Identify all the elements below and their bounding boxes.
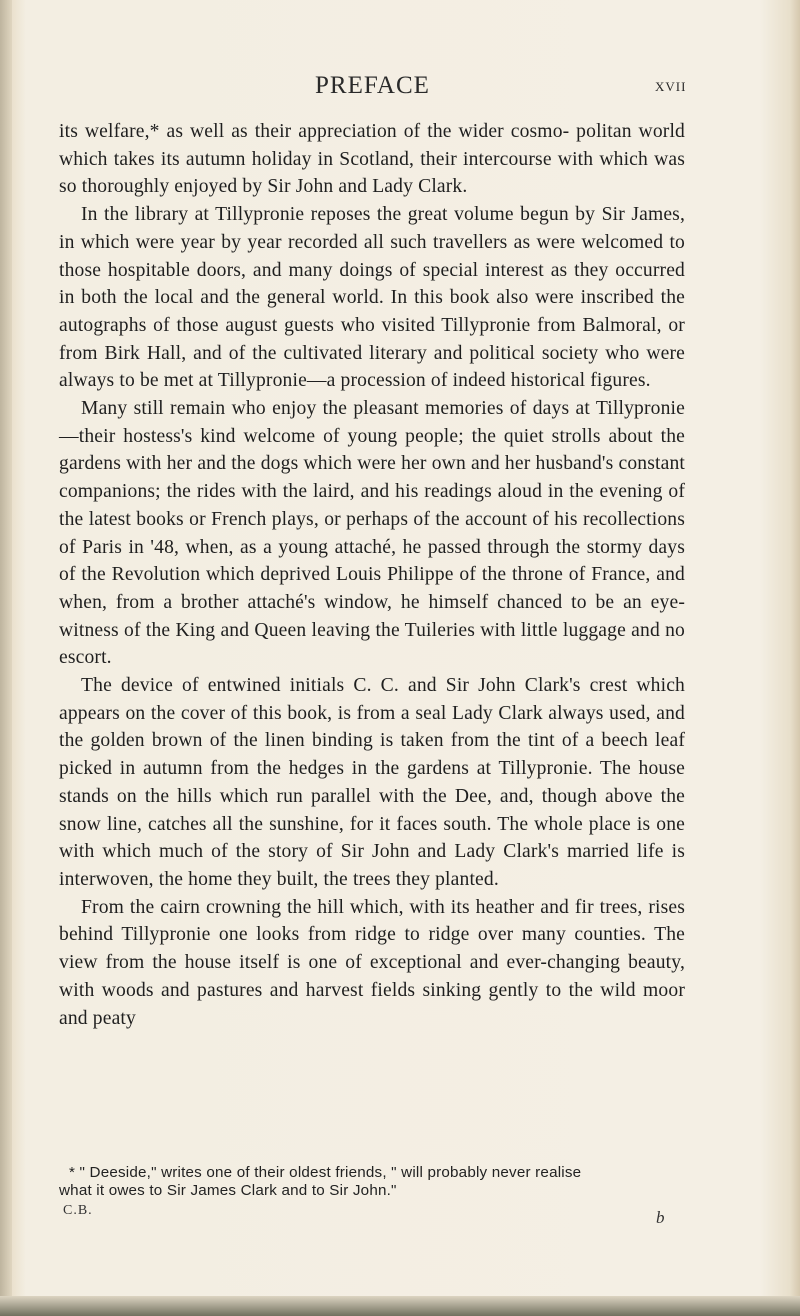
paragraph: From the cairn crowning the hill which, with its heather and fir trees, rises behind Tillypronie one looks from ridge to ridge over many counties. The view from the house itself is one of exceptional and ever-changing beauty, with woods and pastures and harvest fields sinking gently to the wild moor and peaty	[59, 896, 685, 1029]
page-bottom-band	[0, 1296, 800, 1316]
paragraph: In the library at Tillypronie reposes the great volume begun by Sir James, in which were year by year recorded all such travellers as were welcomed to those hospitable doors, and many doings of special interest as they occurred in both the local and the general world. In this book also were inscribed the autographs of those august guests who visited Tillypronie from Balmoral, or from Birk Hall, and of the cultivated literary and political society who were always to be met at Tillypronie—a procession of indeed historical figures.	[59, 204, 685, 392]
paragraph: Many still remain who enjoy the pleasant memories of days at Tillypronie—their hostess's kind welcome of young people; the quiet strolls about the gardens with her and the dogs which were her own and her husband's constant companions; the rides with the laird, and his readings aloud in the evening of the latest books or French plays, or perhaps of the account of his recollections of Paris in '48, when, as a young attaché, he passed through the stormy days of the Revolution which deprived Louis Philippe of the throne of France, and when, from a brother attaché's window, he himself chanced to be an eye-witness of the King and Queen leaving the Tuileries with little luggage and no escort.	[59, 398, 685, 669]
running-header	[315, 72, 705, 112]
footnote	[59, 1164, 685, 1200]
signature-mark: C.B.	[63, 1203, 93, 1218]
footnote-line: * " Deeside," writes one of their oldest friends, " will probably never realise	[69, 1164, 582, 1181]
footnote-line: what it owes to Sir James Clark and to Sir John."	[59, 1182, 397, 1199]
paragraph: The device of entwined initials C. C. and Sir John Clark's crest which appears on the cover of this book, is from a seal Lady Clark always used, and the golden brown of the linen binding is taken from the tint of a beech leaf picked in autumn from the hedges in the gardens at Tillypronie. The house stands on the hills which run parallel with the Dee, and, though above the snow line, catches all the sunshine, for it faces south. The whole place is one with which much of the story of Sir John and Lady Clark's married life is interwoven, the home they built, the trees they planted.	[59, 675, 685, 890]
page-number: xvii	[655, 75, 687, 96]
paragraph: its welfare,* as well as their appreciation of the wider cosmo- politan world which takes its autumn holiday in Scotland, their intercourse with which was so thoroughly enjoyed by Sir John and Lady Clark.	[59, 121, 685, 198]
body-text	[59, 118, 685, 1032]
page-gutter-shadow	[0, 0, 12, 1316]
running-head: PREFACE	[315, 72, 430, 99]
signature-letter: b	[656, 1208, 665, 1227]
signature-row	[63, 1203, 683, 1231]
